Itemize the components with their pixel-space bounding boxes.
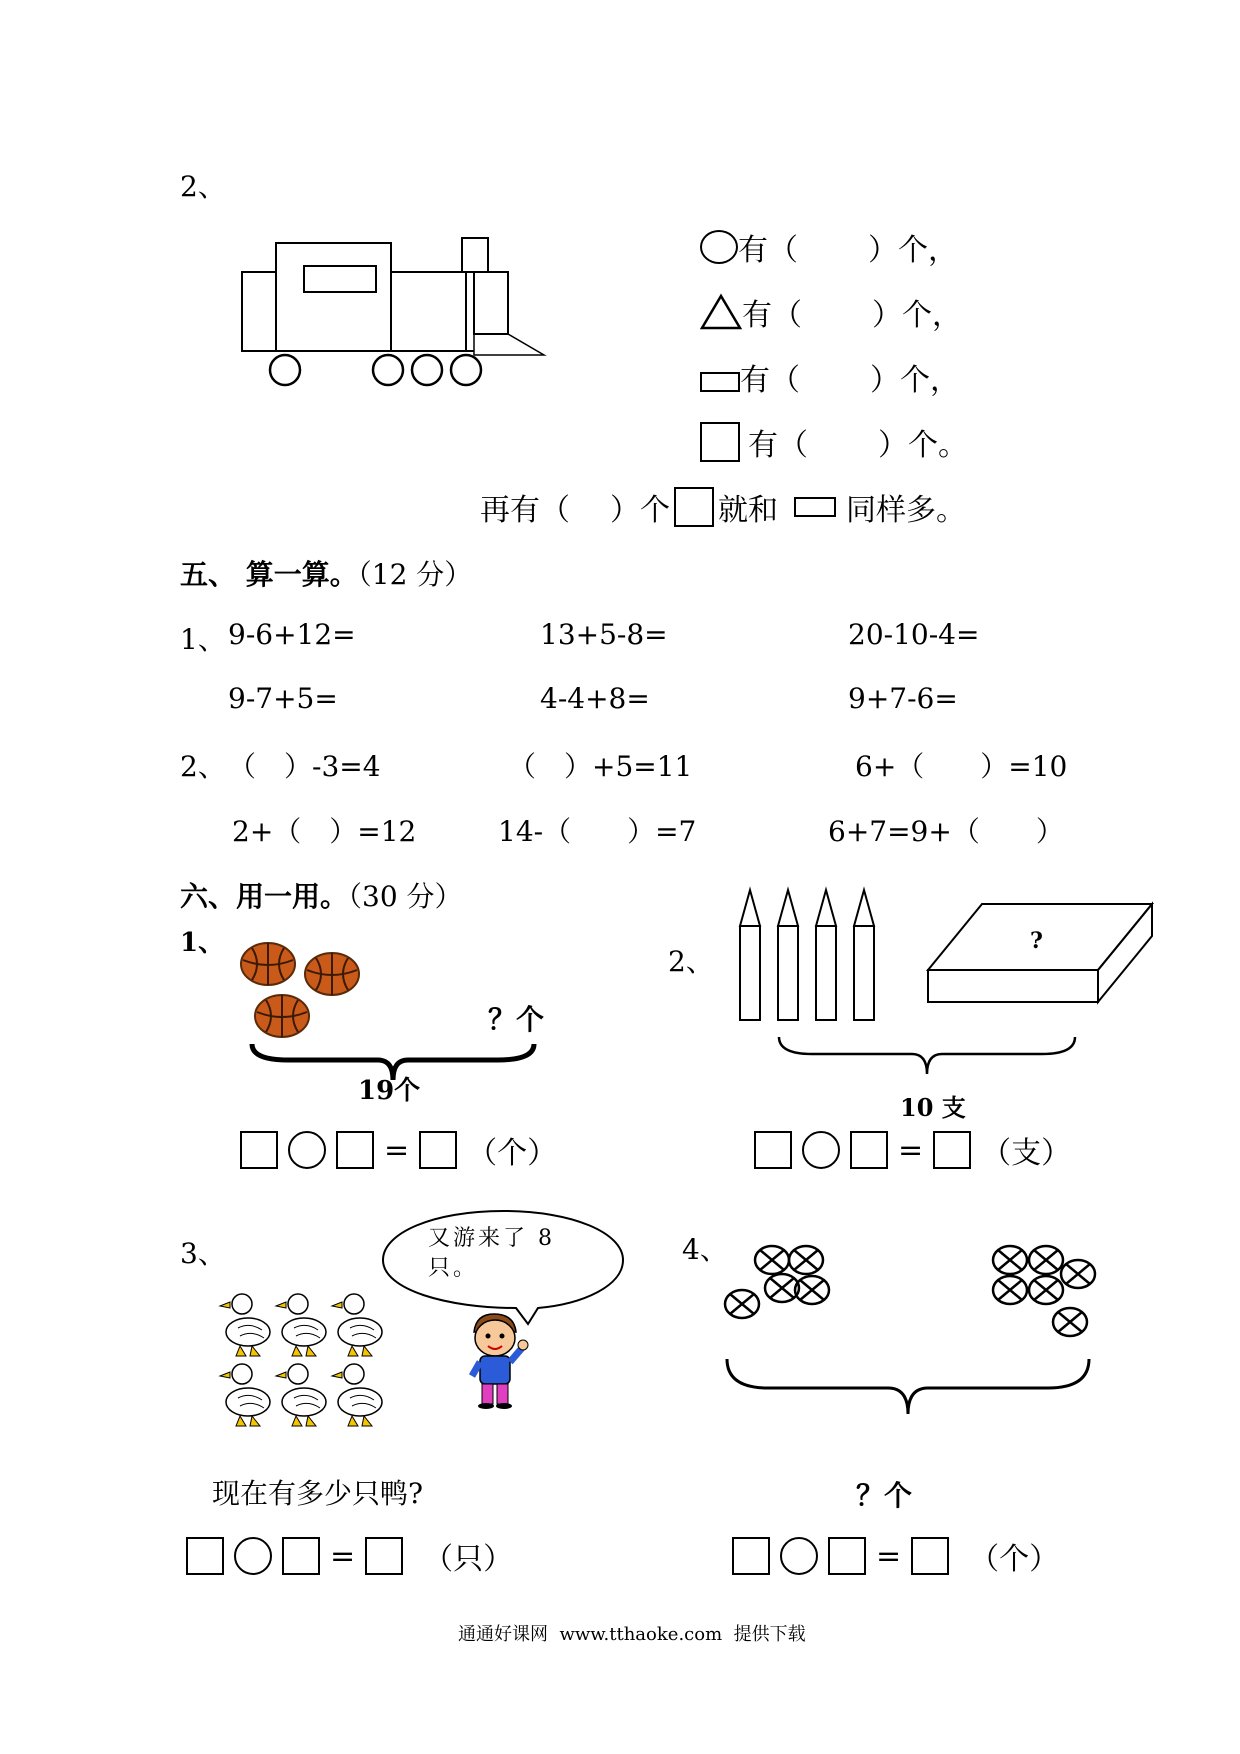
section-6-heading: 六、用一用。（30 分） — [180, 880, 463, 913]
answer-box[interactable] — [282, 1537, 320, 1575]
duck-icon — [274, 1292, 330, 1360]
duck-icon — [218, 1362, 274, 1430]
calc-problem: 9-6+12= — [228, 618, 356, 651]
brace-icon — [724, 1356, 1092, 1418]
train-drawing — [240, 230, 550, 390]
basketball-icon — [302, 950, 362, 998]
fill-in-problem[interactable]: 2+（ ）=12 — [232, 815, 417, 848]
problem-3-number: 3、 — [180, 1237, 226, 1270]
answer-box[interactable] — [754, 1131, 792, 1169]
equals-sign: = — [898, 1132, 924, 1168]
rectangle-icon — [794, 497, 836, 517]
answer-equation: = （只） — [186, 1534, 513, 1578]
operator-circle[interactable] — [802, 1131, 840, 1169]
brace-icon — [776, 1034, 1078, 1078]
calc-problem: 13+5-8= — [540, 618, 668, 651]
answer-box[interactable] — [850, 1131, 888, 1169]
triangle-icon — [700, 294, 742, 330]
rectangle-icon — [700, 372, 740, 392]
calc-problem: 9-7+5= — [228, 682, 338, 715]
boy-icon — [460, 1310, 530, 1410]
fill-in-problem[interactable]: 6+（ ）=10 — [855, 750, 1068, 783]
fill-in-problem[interactable]: （ ）+5=11 — [508, 750, 693, 783]
section-5-heading: 五、 算一算。（12 分） — [180, 558, 473, 591]
operator-circle[interactable] — [780, 1537, 818, 1575]
duck-group — [218, 1292, 386, 1430]
pencil-box-label: ? — [1030, 928, 1043, 954]
calc-row-1-number: 1、 — [180, 623, 226, 656]
unknown-count-label: ？个 — [488, 1003, 545, 1036]
answer-box[interactable] — [732, 1537, 770, 1575]
duck-icon — [330, 1292, 386, 1360]
crossed-circle-group-left — [720, 1244, 840, 1334]
crossed-circle-group-right — [988, 1242, 1108, 1342]
problem-4-number: 4、 — [682, 1233, 728, 1266]
fill-in-problem[interactable]: （ ）-3=4 — [228, 750, 381, 783]
pencil-icon — [738, 888, 762, 1022]
basketball-icon — [238, 940, 298, 988]
answer-box[interactable] — [419, 1131, 457, 1169]
answer-box[interactable] — [828, 1537, 866, 1575]
fill-in-problem[interactable]: 14-（ ）=7 — [498, 815, 697, 848]
equals-sign: = — [384, 1132, 410, 1168]
circle-icon — [700, 230, 738, 264]
total-label: 19个 — [358, 1076, 421, 1106]
answer-box[interactable] — [186, 1537, 224, 1575]
square-icon — [674, 487, 714, 527]
circle-count-line: 有（ ）个， — [700, 225, 958, 269]
pencil-icon — [852, 888, 876, 1022]
answer-equation: = （个） — [732, 1534, 1059, 1578]
duck-icon — [218, 1292, 274, 1360]
answer-box[interactable] — [365, 1537, 403, 1575]
speech-text: 又游来了 8 只。 — [428, 1226, 555, 1281]
square-count-line: 有（ ）个。 — [700, 420, 968, 464]
footer-text: 通通好课网 www.tthaoke.com 提供下载 — [458, 1624, 806, 1645]
duck-question: 现在有多少只鸭? — [212, 1477, 424, 1510]
duck-icon — [330, 1362, 386, 1430]
answer-box[interactable] — [336, 1131, 374, 1169]
answer-equation: = （个） — [240, 1128, 557, 1172]
fill-in-problem[interactable]: 6+7=9+（ ） — [828, 815, 1064, 848]
calc-problem: 9+7-6= — [848, 682, 958, 715]
equals-sign: = — [330, 1538, 356, 1574]
operator-circle[interactable] — [288, 1131, 326, 1169]
calc-row-3-number: 2、 — [180, 750, 226, 783]
total-label: 10 支 — [900, 1093, 966, 1122]
rectangle-count-line: 有（ ）个， — [700, 355, 960, 399]
comparison-line: 再有（ ）个 就和 同样多。 — [480, 485, 966, 529]
triangle-count-line: 有（ ）个， — [700, 290, 962, 334]
answer-box[interactable] — [933, 1131, 971, 1169]
calc-problem: 4-4+8= — [540, 682, 650, 715]
pencil-icon — [814, 888, 838, 1022]
operator-circle[interactable] — [234, 1537, 272, 1575]
square-icon — [700, 422, 740, 462]
calc-problem: 20-10-4= — [848, 618, 980, 651]
answer-box[interactable] — [240, 1131, 278, 1169]
problem-2-number: 2、 — [668, 945, 714, 978]
pencil-icon — [776, 888, 800, 1022]
answer-box[interactable] — [911, 1537, 949, 1575]
question-number: 2、 — [180, 170, 226, 203]
equals-sign: = — [876, 1538, 902, 1574]
answer-equation: = （支） — [754, 1128, 1071, 1172]
problem-1-number: 1、 — [180, 928, 225, 958]
duck-icon — [274, 1362, 330, 1430]
basketball-icon — [252, 992, 312, 1040]
unknown-count-label: ？个 — [856, 1479, 913, 1512]
